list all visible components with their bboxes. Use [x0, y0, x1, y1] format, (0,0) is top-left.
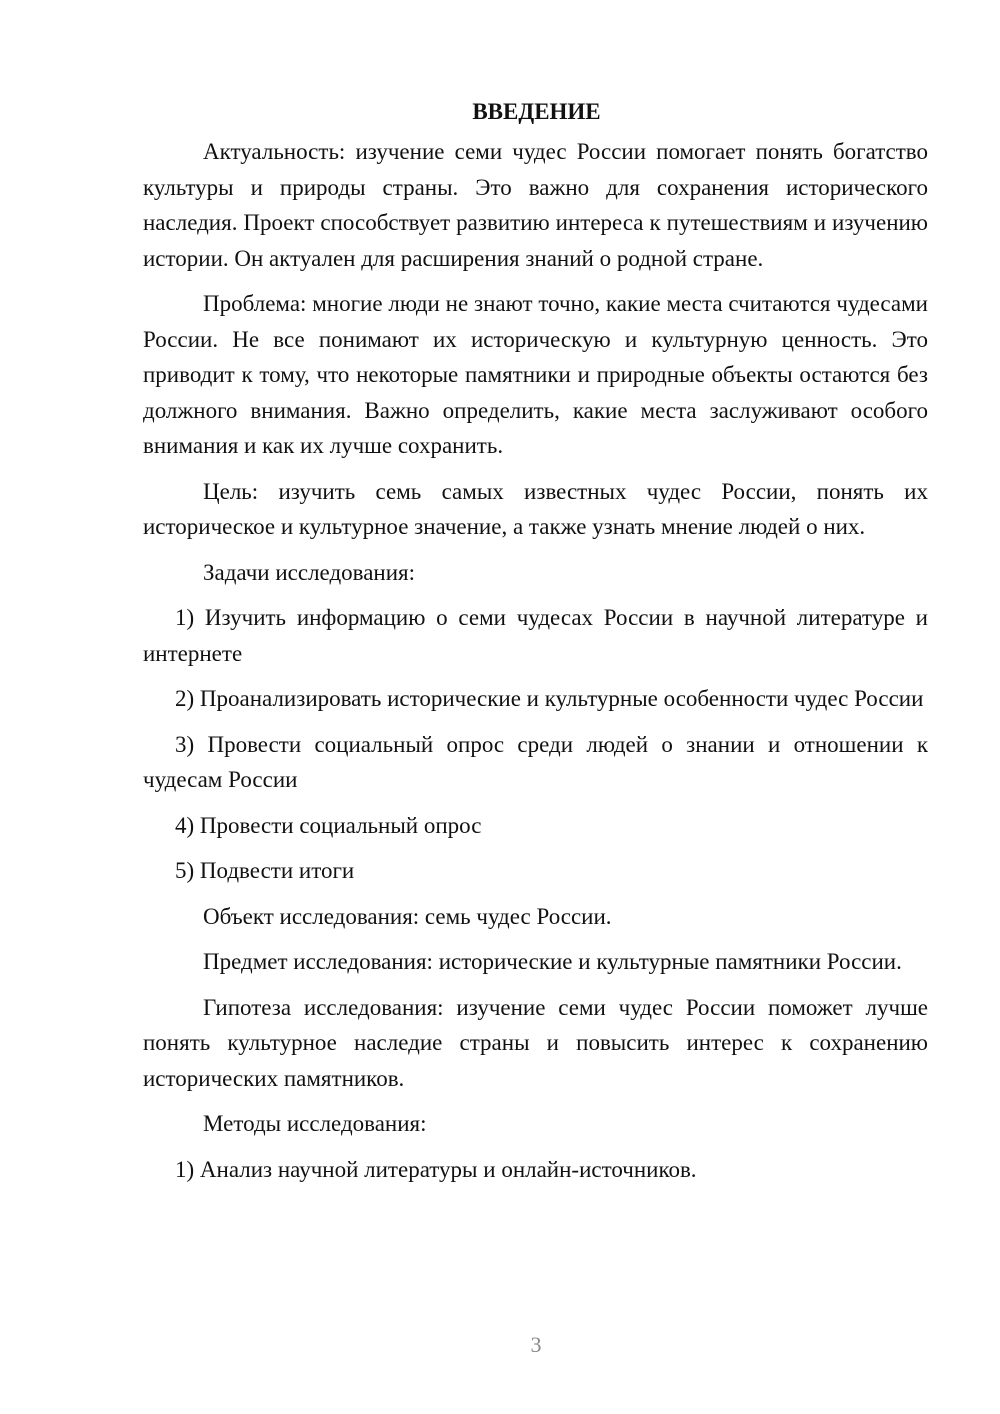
task-item: 3) Провести социальный опрос среди людей о знании и отношении к чудесам России: [143, 731, 928, 792]
tasks-list: [143, 600, 928, 889]
relevance-paragraph: Актуальность: изучение семи чудес России помогает понять богатство культуры и природы страны. Это важно для сохранения исторического наследия. Проект способствует развитию интереса к путешествиям и изучению истории. Он актуален для расширения знаний о родной стране.: [143, 139, 928, 271]
methods-label: Методы исследования:: [203, 1111, 427, 1136]
tasks-label: Задачи исследования:: [203, 559, 416, 585]
task-item: 5) Подвести итоги: [175, 858, 355, 883]
problem-paragraph: Проблема: многие люди не знают точно, какие места считаются чудесами России. Не все понимают их историческую и культурную ценность. Это приводит к тому, что некоторые памятники и природные объекты остаются без должного внимания. Важно определить, какие места заслуживают особого внимания и как их лучше сохранить.: [143, 291, 928, 458]
hypothesis-paragraph: Гипотеза исследования: изучение семи чудес России поможет лучше понять культурное наследие страны и повысить интерес к сохранению исторических памятников.: [143, 994, 928, 1091]
task-item: 1) Изучить информацию о семи чудесах России в научной литературе и интернете: [143, 605, 928, 666]
goal-paragraph: Цель: изучить семь самых известных чудес России, понять их историческое и культурное значение, а также узнать мнение людей о них.: [143, 478, 928, 539]
subject-paragraph: Предмет исследования: исторические и культурные памятники России.: [203, 949, 902, 974]
task-item: 2) Проанализировать исторические и культурные особенности чудес России: [175, 686, 924, 711]
task-item: 4) Провести социальный опрос: [175, 812, 482, 838]
page-title: ВВЕДЕНИЕ: [472, 99, 601, 124]
object-paragraph: Объект исследования: семь чудес России.: [203, 903, 612, 929]
method-item: 1) Анализ научной литературы и онлайн-источников.: [175, 1156, 697, 1182]
page-content: [143, 94, 928, 1197]
page-number: 3: [530, 1332, 542, 1357]
methods-list: [143, 1152, 928, 1188]
